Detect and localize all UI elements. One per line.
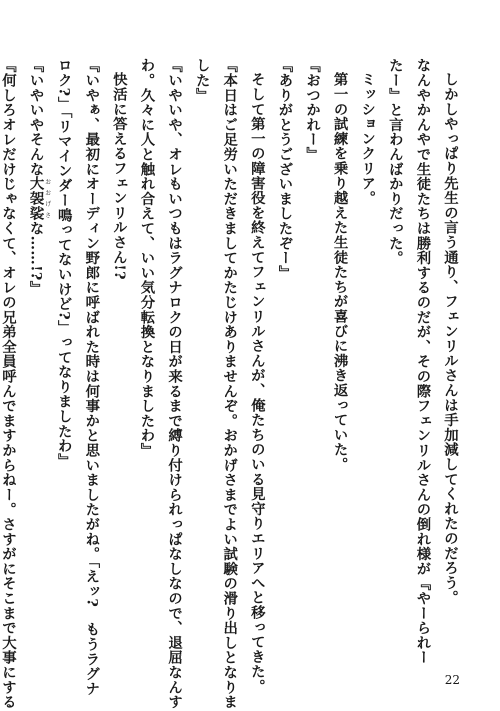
text-line: しかしやっぱり先生の言う通り、フェンリルさんは手加減してくれたのだろう。 xyxy=(442,72,459,606)
text-line: 第一の試練を乗り越えた生徒たちが喜びに沸き返っていた。 xyxy=(331,72,349,472)
text-line: たー』と言わんばかりだった。 xyxy=(386,58,404,266)
text-line: 『おつかれー』 xyxy=(304,58,322,162)
text-line: ロク?」「リマインダー鳴ってないけど?」ってなりましたわ』 xyxy=(55,58,73,469)
text-line: 快活に答えるフェンリルさん!? xyxy=(110,72,128,281)
text-line: なんやかんやで生徒たちは勝利するのだが、その際フェンリルさんの倒れ様が『やーられー xyxy=(414,58,432,665)
text-line: 『いやいや、オレもいつもはラグナロクの日が来るまで縛り付けられっぱなしなので、退屈なんす xyxy=(166,58,184,710)
text-line: 『ありがとうございましたぞー』 xyxy=(276,58,294,280)
text-line: ミッションクリア。 xyxy=(359,72,377,206)
text-line: わ。久々に人と触れ合えて、いい気分転換となりましたわ』 xyxy=(138,58,156,458)
text-line: 『何しろオレだけじゃなくて、オレの兄弟全員呼んでますからねー。さすがにそこまで大事にする xyxy=(0,58,17,710)
text-line: した』 xyxy=(193,58,211,103)
text-line: そして第一の障害役を終えてフェンリルさんが、俺たちのいる見守りエリアへと移ってきた。 xyxy=(248,72,266,694)
ruby-annotation: 大袈裟 おおげさ xyxy=(27,176,51,221)
text-line: 『本日はご足労いただきましてかたじけありませんぞ。おかげさまでよい試験の滑り出しとなりま xyxy=(221,58,239,710)
text-line: 『いやぁ、最初にオーディン野郎に呼ばれた時は何事かと思いましたがね。「えッ? もうラグナ xyxy=(83,58,101,697)
text-line: 『いやいやそんな大袈裟 おおげさな……!?』 xyxy=(27,58,51,296)
page-number: 22 xyxy=(444,673,460,687)
